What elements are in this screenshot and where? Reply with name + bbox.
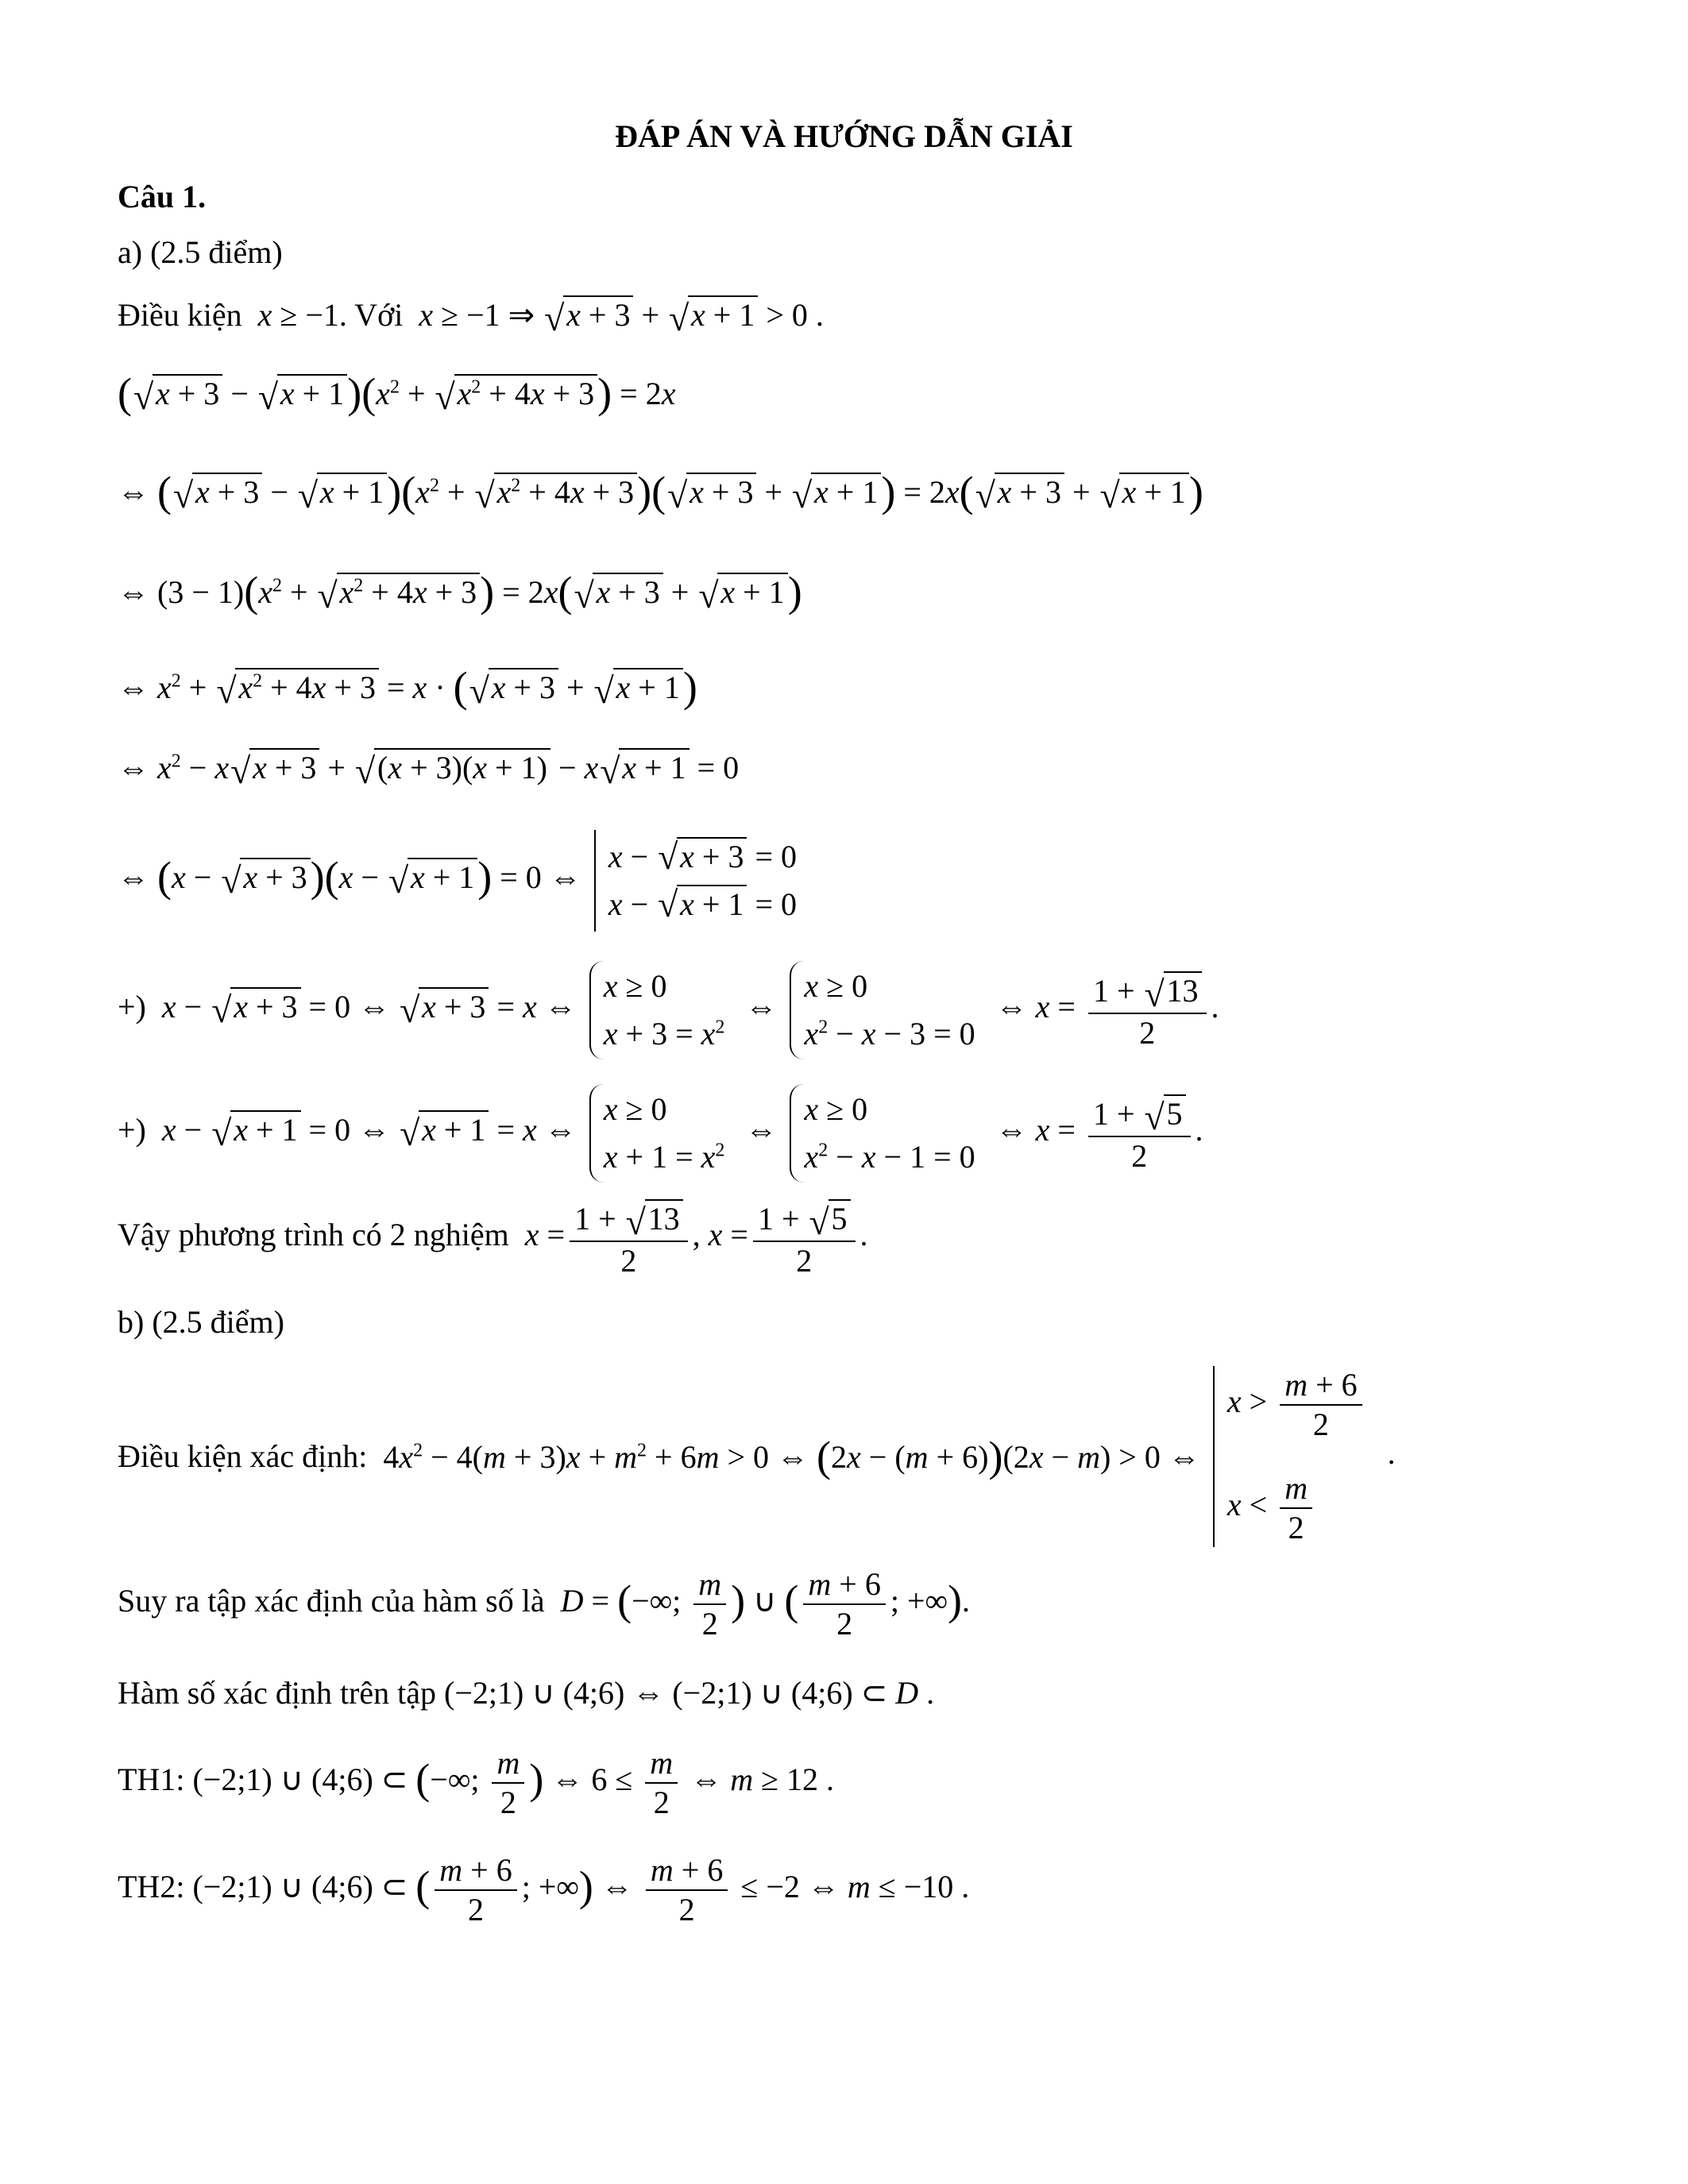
sol1-prefix: +) — [118, 989, 146, 1025]
with-label: . Với — [338, 297, 404, 333]
part-b-header: b) (2.5 điểm) — [118, 1304, 284, 1340]
defined-on-label: Hàm số xác định trên tập — [118, 1675, 436, 1711]
part-a-header: a) (2.5 điểm) — [118, 234, 283, 270]
equation-step-2: ⇔ (√ x + 3 − √ $x + 1)(x^2$ + √ $x^2 + 4x + 3)(√$ x + 3 + √ x + 1) = 2x(√ x + 3 + √ x + 1) — [118, 470, 1203, 513]
solution-case-1: +) x − √ x + 3 = 0 ⇔ √ x + 3 = x ⇔ x ≥ 0 $x + 3 = x^2$ ⇔ x ≥ 0 $x^2 - x - 3 = 0$ ⇔ x = $\frac{1 + √ 13}{2}$ . — [118, 961, 1219, 1059]
equation-step-1: (√ x + 3 − √ $x + 1)(x^2$ + √ $x^2 + 4x + 3) = 2x$ — [118, 372, 675, 415]
condition-label: Điều kiện — [118, 297, 242, 333]
conclusion-line: Vậy phương trình có 2 nghiệm x = $\frac{1 + √ 13}{2}$ , x = $\frac{1 + √ 5}{2}$ . — [118, 1199, 868, 1277]
equation-step-6: ⇔ (x − √ x + 3)(x − √ x + 1) = 0 ⇔ x − √ x + 3 = 0 x − √ x + 1 = 0 — [118, 830, 809, 932]
solution-case-2: +) x − √ x + 1 = 0 ⇔ √ x + 1 = x ⇔ x ≥ 0 $x + 1 = x^2$ ⇔ x ≥ 0 $x^2 - x - 1 = 0$ ⇔ x = $\frac{1 + √ 5}{2}$ . — [118, 1084, 1203, 1183]
case-1-line: TH1: (−2;1) ∪ (4;6) ⊂ (−∞; $\frac{m}{2}$ ) ⇔ 6 ≤ $\frac{m}{2}$ ⇔ m ≥ 12 . — [118, 1745, 835, 1820]
equation-step-4: ⇔ $x^2$ + √ $x^2 + 4x + 3 = x$ · (√ x + 3 + √ x + 1) — [118, 666, 697, 708]
case-2-line: TH2: (−2;1) ∪ (4;6) ⊂ ( $\frac{m + 6}{2}$ ; +∞) ⇔ $\frac{m + 6}{2}$ ≤ −2 ⇔ m ≤ −10 . — [118, 1852, 970, 1927]
equation-step-5: ⇔ $x^2 - x√$ x + 3 + √ (x + 3)(x + 1) − x√ x + 1 = 0 — [118, 748, 739, 786]
equation-step-3: ⇔ $(3 - 1)(x^2$ + √ $x^2 + 4x + 3) = 2x(√$ x + 3 + √ x + 1) — [118, 570, 802, 613]
domain-condition-label: Điều kiện xác định: — [118, 1438, 368, 1474]
condition-line: Điều kiện x ≥ −1. Với x ≥ −1 ⇒ √ x + 3 + √ x + 1 > 0 . — [118, 295, 824, 334]
sol2-prefix: +) — [118, 1112, 146, 1148]
page-title: ĐÁP ÁN VÀ HƯỚNG DẪN GIẢI — [615, 118, 1073, 154]
defined-on-line: Hàm số xác định trên tập (−2;1) ∪ (4;6) ⇔ (−2;1) ∪ (4;6) ⊂ D . — [118, 1675, 935, 1711]
domain-set-label: Suy ra tập xác định của hàm số là — [118, 1583, 545, 1619]
domain-condition-line: Điều kiện xác định: $4x^2 - 4(m + 3)x + m^2 + 6m > 0$ ⇔ (2x − (m + 6))(2x − m) > 0 ⇔ x > $\frac{m + 6}{2}$ x < $\frac{m}{2}$ . — [118, 1367, 1396, 1545]
domain-set-line: Suy ra tập xác định của hàm số là D = (−∞; $\frac{m}{2}$ ) ∪ ( $\frac{m + 6}{2}$ ; +∞). — [118, 1566, 971, 1642]
conclusion-label: Vậy phương trình có 2 nghiệm — [118, 1217, 509, 1253]
case-1-label: TH1: — [118, 1761, 185, 1798]
case-2-label: TH2: — [118, 1869, 185, 1905]
question-heading: Câu 1. — [118, 179, 207, 214]
